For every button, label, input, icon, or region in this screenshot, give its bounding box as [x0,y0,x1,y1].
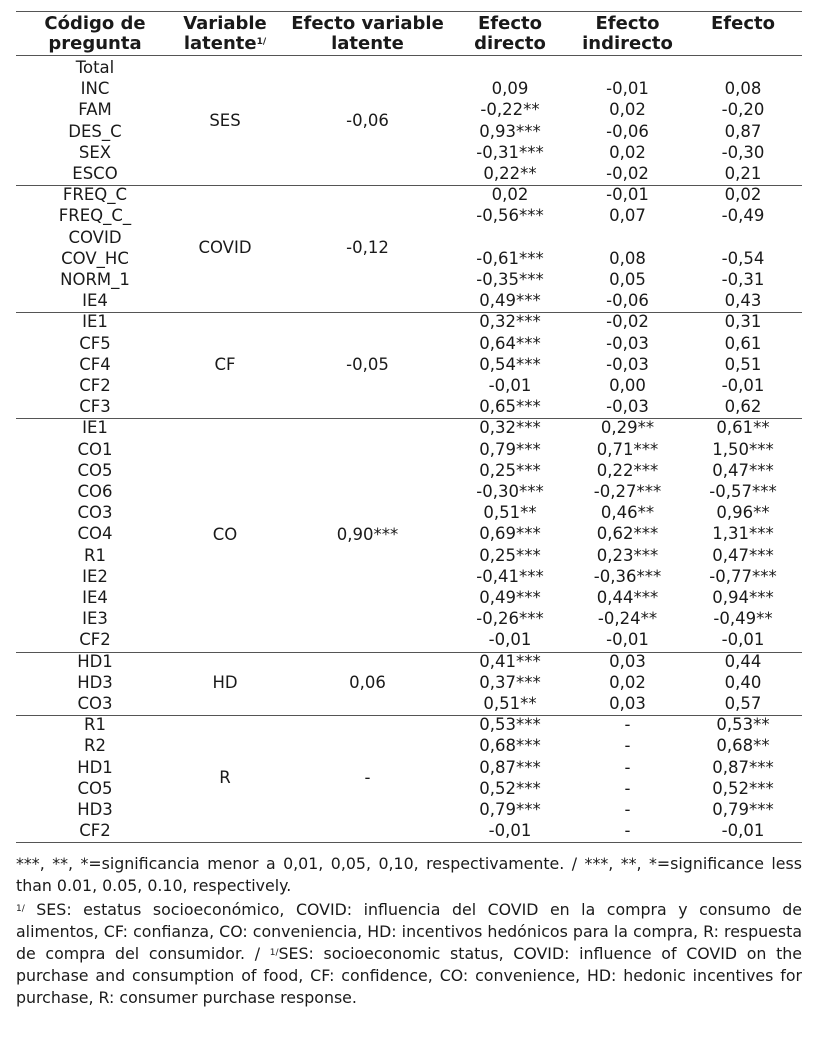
direct-effect-cell: 0,53*** [479,715,541,735]
indirect-effect-cell: -0,27*** [593,482,662,501]
indirect-effect-cell: -0,06 [606,291,649,311]
indirect-effect-cell: -0,01 [606,630,649,650]
direct-effect-cell: 0,93*** [479,121,541,141]
direct-effect-cell: -0,41*** [476,566,544,586]
direct-effect-cell: 0,65*** [479,397,541,417]
indirect-effect-cell: - [624,757,631,777]
direct-effect-cell: 0,22** [483,164,537,183]
question-code-cell: R1 [84,545,106,565]
question-code-cell: CF2 [79,630,111,650]
direct-effect-cell: -0,61*** [476,248,544,268]
total-effect-cell: 0,08 [724,79,762,99]
latent-effect-cell: -0,12 [346,238,389,258]
indirect-effect-cell: 0,00 [609,376,646,395]
direct-effect-cell: -0,35*** [476,270,544,289]
direct-effect-cell: 0,51** [483,694,537,713]
total-effect-cell: -0,20 [721,100,765,120]
total-effect-cell: 0,87*** [712,757,774,777]
indirect-effect-cell: -0,03 [606,397,649,417]
question-code-cell: CO5 [77,460,113,480]
question-code-cell: FREQ_C_ [58,206,132,226]
total-effect-cell: 1,50*** [712,439,774,459]
total-effect-cell: 0,43 [724,291,762,311]
question-code-cell: IE1 [82,312,108,332]
indirect-effect-cell: - [624,778,631,798]
total-effect-cell: 0,52*** [712,778,774,798]
question-code-cell: HD1 [77,651,113,671]
total-effect-cell: -0,31 [721,270,765,289]
indirect-effect-cell: 0,22*** [596,460,659,480]
total-effect-cell: 0,53** [716,715,770,735]
direct-effect-cell: 0,41*** [479,651,541,671]
latent-effect-cell: 0,06 [349,672,386,692]
direct-effect-cell: 0,25*** [479,460,541,480]
direct-effect-cell: 0,52*** [479,778,541,798]
direct-effect-cell: 0,51** [483,503,537,523]
question-code-cell: CO3 [77,503,113,523]
direct-effect-cell: 0,64*** [479,333,541,353]
total-effect-cell: -0,57*** [709,482,777,501]
indirect-effect-cell: -0,01 [606,185,649,205]
direct-effect-cell [455,57,565,78]
total-effect-cell: -0,54 [721,248,765,268]
direct-effect-cell: 0,37*** [479,672,541,692]
question-code-cell: HD1 [77,757,113,777]
indirect-effect-cell: 0,07 [609,206,646,226]
latent-variable-cell: COVID [198,238,252,258]
indirect-effect-cell: 0,08 [609,248,646,268]
question-code-cell: IE3 [82,609,108,629]
total-effect-cell: 0,31 [724,312,762,332]
total-effect-cell: -0,77*** [709,566,777,586]
question-code-cell: R1 [84,715,106,735]
question-code-cell: SEX [78,142,112,162]
total-effect-cell: 0,40 [724,672,762,692]
indirect-effect-cell: -0,24** [597,609,658,629]
direct-effect-cell: -0,01 [488,821,532,841]
total-effect-cell: -0,01 [721,376,765,395]
question-code-cell: IE1 [82,418,108,438]
total-effect-cell: 0,57 [724,694,762,713]
header-question-code: Código de pregunta [44,13,146,54]
question-code-cell: IE2 [82,566,108,586]
total-effect-cell: 1,31*** [712,524,774,544]
total-effect-cell: -0,49 [721,206,765,226]
direct-effect-cell: 0,54*** [479,354,541,374]
latent-variable-cell: SES [209,111,241,131]
abbr-footnote-mark: 1/ [16,904,25,914]
total-effect-cell: -0,49** [713,609,773,629]
question-code-cell: CO1 [77,439,113,459]
question-code-cell: NORM_1 [60,270,130,289]
total-effect-cell: 0,94*** [712,588,774,607]
indirect-effect-cell: 0,05 [609,270,646,289]
direct-effect-cell: -0,22** [480,100,540,120]
direct-effect-cell: 0,79*** [479,439,541,459]
question-code-cell: CF2 [79,376,111,395]
total-effect-cell: 0,87 [724,121,762,141]
direct-effect-cell: 0,69*** [479,524,541,544]
indirect-effect-cell: 0,03 [609,694,646,713]
indirect-effect-cell: -0,01 [606,79,649,99]
total-effect-cell: 0,51 [724,354,762,374]
total-effect-cell: -0,01 [721,821,765,841]
direct-effect-cell: -0,30*** [476,482,544,501]
indirect-effect-cell [570,57,685,78]
question-code-cell: HD3 [77,800,113,819]
indirect-effect-cell: 0,02 [609,100,646,120]
total-effect-cell: 0,79*** [712,800,774,819]
question-code-cell: CF5 [79,333,111,353]
latent-effect-cell: -0,06 [346,111,389,131]
question-code-cell: INC [80,79,110,99]
header-bottom-rule [16,55,802,56]
indirect-effect-cell: 0,03 [609,651,646,671]
abbr-english-text: SES: socioeconomic status, COVID: influence of COVID on the purchase and consumption of food, CF: confidence, CO: convenience, HD: hedonic incentives for purchase, R: consumer purchase response. [16,944,803,1007]
table-top-rule [16,11,802,12]
direct-effect-cell: 0,25*** [479,545,541,565]
direct-effect-cell: -0,56*** [476,206,544,226]
header-latent-variable [175,14,275,54]
table-bottom-rule [16,842,802,843]
header-total-effect: Efecto [711,13,775,34]
direct-effect-cell: -0,01 [488,630,532,650]
direct-effect-cell: 0,87*** [479,757,541,777]
indirect-effect-cell [570,227,685,248]
question-code-cell: IE4 [82,291,108,311]
total-effect-cell [688,57,798,78]
direct-effect-cell: 0,68*** [479,736,541,756]
direct-effect-cell: 0,79*** [479,800,541,819]
question-code-cell: CO5 [77,778,113,798]
total-effect-cell: 0,21 [724,164,762,183]
direct-effect-cell: 0,09 [491,79,529,99]
total-effect-cell: 0,68** [716,736,770,756]
total-effect-cell: 0,47*** [712,545,774,565]
indirect-effect-cell: 0,44*** [596,588,659,607]
question-code-cell: COVID [68,227,122,247]
direct-effect-cell: -0,26*** [476,609,544,629]
indirect-effect-cell: 0,02 [609,672,646,692]
total-effect-cell: 0,61** [716,418,770,438]
indirect-effect-cell: 0,29** [600,418,655,438]
header-direct-effect: Efecto directo [474,13,546,54]
question-code-cell: DES_C [68,121,122,141]
latent-variable-cell: R [219,768,231,788]
abbr-spanish-text: SES: estatus socioeconómico, COVID: influencia del COVID en la compra y consumo de alimentos, CF: confianza, CO: conveniencia, HD: incentivos hedónicos para la compra, R: respuesta de compra del consumidor. / [16,900,802,963]
question-code-cell: HD3 [77,672,113,692]
direct-effect-cell: 0,49*** [479,291,541,311]
direct-effect-cell: -0,01 [488,376,532,395]
indirect-effect-cell: - [624,736,631,756]
indirect-effect-cell: 0,71*** [596,439,659,459]
indirect-effect-cell: -0,02 [606,312,649,332]
direct-effect-cell: 0,32*** [479,312,541,332]
total-effect-cell: 0,62 [724,397,762,417]
indirect-effect-cell: -0,03 [606,354,649,374]
question-code-cell: CO4 [77,524,113,544]
latent-effect-cell: -0,05 [346,354,389,374]
question-code-cell: COV_HC [61,248,129,268]
total-effect-cell [688,227,798,248]
question-code-cell: FREQ_C [62,185,128,205]
indirect-effect-cell: 0,02 [609,142,646,162]
significance-note: ***, **, *=significancia menor a 0,01, 0,05, 0,10, respectivamente. / ***, **, *=significance less than 0.01, 0.05, 0.10, respectively. [16,854,802,895]
indirect-effect-cell: 0,23*** [596,545,659,565]
direct-effect-cell: 0,49*** [479,588,541,607]
header-latent-footnote-mark: 1/ [256,37,267,47]
direct-effect-cell: -0,31*** [476,142,544,162]
latent-effect-cell: - [364,768,371,788]
question-code-cell: CF3 [79,397,111,417]
indirect-effect-cell: -0,02 [606,164,649,183]
direct-effect-cell: 0,02 [491,185,529,205]
total-effect-cell: 0,44 [724,651,762,671]
question-code-cell: CO6 [77,482,113,501]
latent-variable-cell: CO [212,524,238,544]
total-effect-cell: 0,96** [716,503,770,523]
direct-effect-cell [455,227,565,248]
question-code-cell: R2 [84,736,106,756]
question-code-cell: FAM [78,100,112,120]
direct-effect-cell: 0,32*** [479,418,541,438]
indirect-effect-cell: -0,06 [606,121,649,141]
question-code-cell: CF2 [79,821,111,841]
total-effect-cell: 0,61 [724,333,762,353]
header-latent-effect: Efecto variable latente [291,13,444,54]
latent-effect-cell: 0,90*** [336,524,399,544]
abbreviations-note [16,899,802,1009]
latent-variable-cell: HD [212,672,238,692]
header-indirect-effect: Efecto indirecto [582,13,673,54]
header-latent-variable-text: Variable latente [183,13,267,54]
indirect-effect-cell: - [624,715,631,735]
total-effect-cell: 0,02 [724,185,762,205]
abbr-footnote-mark-en: 1/ [269,948,279,958]
total-effect-cell: 0,47*** [712,460,774,480]
latent-variable-cell: CF [214,354,236,374]
indirect-effect-cell: - [624,821,631,841]
question-code-cell: CO3 [77,694,113,713]
indirect-effect-cell: -0,03 [606,333,649,353]
question-code-cell: ESCO [72,164,118,183]
indirect-effect-cell: -0,36*** [593,566,662,586]
total-effect-cell: -0,01 [721,630,765,650]
indirect-effect-cell: 0,62*** [596,524,659,544]
indirect-effect-cell: - [624,800,631,819]
question-code-cell: Total [75,58,115,77]
question-code-cell: IE4 [82,588,108,607]
total-effect-cell: -0,30 [721,142,765,162]
question-code-cell: CF4 [79,354,111,374]
indirect-effect-cell: 0,46** [600,503,655,523]
